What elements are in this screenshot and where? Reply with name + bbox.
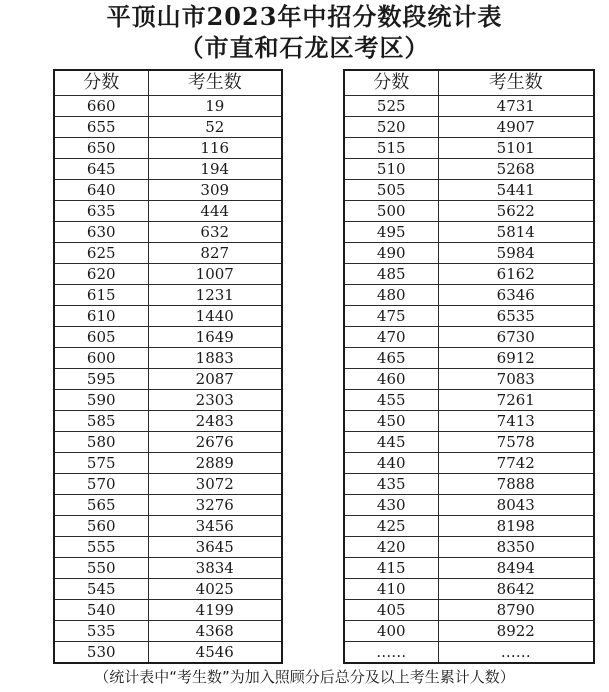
count-cell: 4731 <box>438 96 594 117</box>
score-cell: 555 <box>54 537 148 558</box>
count-cell: 194 <box>148 159 282 180</box>
score-cell: 495 <box>344 222 438 243</box>
score-cell: …… <box>344 642 438 664</box>
table-row <box>54 474 282 495</box>
count-cell: 52 <box>148 117 282 138</box>
table-row <box>54 306 282 327</box>
count-cell: 6730 <box>438 327 594 348</box>
table-row <box>344 117 594 138</box>
score-cell: 445 <box>344 432 438 453</box>
score-cell: 575 <box>54 453 148 474</box>
score-cell: 535 <box>54 621 148 642</box>
score-cell: 485 <box>344 264 438 285</box>
table-row <box>344 579 594 600</box>
count-cell: 2889 <box>148 453 282 474</box>
table-row <box>54 243 282 264</box>
score-cell: 640 <box>54 180 148 201</box>
score-cell: 580 <box>54 432 148 453</box>
score-cell: 605 <box>54 327 148 348</box>
table-row <box>54 264 282 285</box>
column-header-count: 考生数 <box>148 70 282 96</box>
score-cell: 530 <box>54 642 148 664</box>
table-row <box>344 516 594 537</box>
count-cell: 5622 <box>438 201 594 222</box>
table-row <box>344 201 594 222</box>
count-cell: 6535 <box>438 306 594 327</box>
score-cell: 620 <box>54 264 148 285</box>
count-cell: 3276 <box>148 495 282 516</box>
table-row <box>344 243 594 264</box>
table-row <box>54 96 282 117</box>
table-row <box>54 285 282 306</box>
count-cell: 5268 <box>438 159 594 180</box>
table-row <box>344 390 594 411</box>
count-cell: 1883 <box>148 348 282 369</box>
score-cell: 425 <box>344 516 438 537</box>
score-cell: 660 <box>54 96 148 117</box>
page-subtitle: （市直和石龙区考区） <box>179 33 430 62</box>
count-cell: 8922 <box>438 621 594 642</box>
score-cell: 560 <box>54 516 148 537</box>
score-cell: 480 <box>344 285 438 306</box>
score-cell: 470 <box>344 327 438 348</box>
count-cell: 1440 <box>148 306 282 327</box>
column-header-score: 分数 <box>344 70 438 96</box>
score-cell: 590 <box>54 390 148 411</box>
table-row <box>54 180 282 201</box>
column-header-score: 分数 <box>54 70 148 96</box>
count-cell: 7413 <box>438 411 594 432</box>
count-cell: 4199 <box>148 600 282 621</box>
count-cell: 2483 <box>148 411 282 432</box>
count-cell: 6162 <box>438 264 594 285</box>
table-row <box>54 369 282 390</box>
table-row <box>344 348 594 369</box>
count-cell: 4025 <box>148 579 282 600</box>
table-row <box>54 495 282 516</box>
table-row <box>344 600 594 621</box>
table-header-row <box>54 70 282 96</box>
count-cell: 5814 <box>438 222 594 243</box>
table-row <box>54 348 282 369</box>
score-cell: 500 <box>344 201 438 222</box>
table-row <box>54 432 282 453</box>
count-cell: 1649 <box>148 327 282 348</box>
count-cell: 5441 <box>438 180 594 201</box>
score-cell: 625 <box>54 243 148 264</box>
score-cell: 635 <box>54 201 148 222</box>
count-cell: 5984 <box>438 243 594 264</box>
score-cell: 490 <box>344 243 438 264</box>
score-cell: 585 <box>54 411 148 432</box>
count-cell: 2303 <box>148 390 282 411</box>
count-cell: 2087 <box>148 369 282 390</box>
table-header-row <box>344 70 594 96</box>
count-cell: 8494 <box>438 558 594 579</box>
table-row <box>54 201 282 222</box>
count-cell: 4907 <box>438 117 594 138</box>
count-cell: 19 <box>148 96 282 117</box>
score-cell: 655 <box>54 117 148 138</box>
table-row <box>344 642 594 664</box>
score-cell: 545 <box>54 579 148 600</box>
footnote: （统计表中“考生数”为加入照顾分后总分及以上考生累计人数） <box>94 668 515 686</box>
score-cell: 595 <box>54 369 148 390</box>
score-cell: 570 <box>54 474 148 495</box>
count-cell: 6346 <box>438 285 594 306</box>
score-cell: 430 <box>344 495 438 516</box>
count-cell: …… <box>438 642 594 664</box>
count-cell: 7888 <box>438 474 594 495</box>
count-cell: 632 <box>148 222 282 243</box>
count-cell: 444 <box>148 201 282 222</box>
score-cell: 455 <box>344 390 438 411</box>
table-row <box>54 138 282 159</box>
count-cell: 3645 <box>148 537 282 558</box>
score-cell: 540 <box>54 600 148 621</box>
score-table-left <box>53 69 283 664</box>
count-cell: 7742 <box>438 453 594 474</box>
score-cell: 405 <box>344 600 438 621</box>
score-cell: 475 <box>344 306 438 327</box>
table-row <box>344 222 594 243</box>
table-row <box>54 327 282 348</box>
score-cell: 525 <box>344 96 438 117</box>
table-row <box>54 117 282 138</box>
table-row <box>344 474 594 495</box>
table-row <box>344 369 594 390</box>
score-cell: 510 <box>344 159 438 180</box>
score-cell: 600 <box>54 348 148 369</box>
score-cell: 565 <box>54 495 148 516</box>
table-row <box>54 222 282 243</box>
score-cell: 515 <box>344 138 438 159</box>
score-cell: 505 <box>344 180 438 201</box>
table-row <box>344 495 594 516</box>
table-row <box>54 516 282 537</box>
table-row <box>344 264 594 285</box>
page-title: 平顶山市2023年中招分数段统计表 <box>106 2 503 31</box>
table-row <box>54 453 282 474</box>
score-cell: 550 <box>54 558 148 579</box>
table-row <box>54 159 282 180</box>
score-cell: 630 <box>54 222 148 243</box>
count-cell: 4546 <box>148 642 282 664</box>
count-cell: 8790 <box>438 600 594 621</box>
score-cell: 615 <box>54 285 148 306</box>
count-cell: 7578 <box>438 432 594 453</box>
table-row <box>344 453 594 474</box>
count-cell: 309 <box>148 180 282 201</box>
score-cell: 465 <box>344 348 438 369</box>
count-cell: 116 <box>148 138 282 159</box>
count-cell: 3072 <box>148 474 282 495</box>
table-row <box>344 96 594 117</box>
count-cell: 7261 <box>438 390 594 411</box>
score-cell: 420 <box>344 537 438 558</box>
count-cell: 8642 <box>438 579 594 600</box>
count-cell: 8350 <box>438 537 594 558</box>
count-cell: 827 <box>148 243 282 264</box>
score-cell: 610 <box>54 306 148 327</box>
score-cell: 440 <box>344 453 438 474</box>
table-row <box>344 411 594 432</box>
score-cell: 400 <box>344 621 438 642</box>
table-row <box>54 411 282 432</box>
table-row <box>344 138 594 159</box>
count-cell: 4368 <box>148 621 282 642</box>
table-row <box>344 327 594 348</box>
table-row <box>344 159 594 180</box>
count-cell: 8043 <box>438 495 594 516</box>
score-cell: 460 <box>344 369 438 390</box>
score-cell: 520 <box>344 117 438 138</box>
table-row <box>344 285 594 306</box>
table-row <box>344 558 594 579</box>
table-row <box>344 537 594 558</box>
table-row <box>344 621 594 642</box>
table-row <box>344 432 594 453</box>
score-cell: 650 <box>54 138 148 159</box>
count-cell: 2676 <box>148 432 282 453</box>
score-table-right <box>343 69 595 664</box>
table-row <box>54 558 282 579</box>
count-cell: 5101 <box>438 138 594 159</box>
table-row <box>54 621 282 642</box>
table-row <box>54 642 282 664</box>
table-row <box>344 180 594 201</box>
count-cell: 8198 <box>438 516 594 537</box>
score-cell: 410 <box>344 579 438 600</box>
column-header-count: 考生数 <box>438 70 594 96</box>
count-cell: 1007 <box>148 264 282 285</box>
score-cell: 435 <box>344 474 438 495</box>
score-cell: 450 <box>344 411 438 432</box>
count-cell: 7083 <box>438 369 594 390</box>
score-cell: 415 <box>344 558 438 579</box>
table-row <box>344 306 594 327</box>
table-row <box>54 390 282 411</box>
count-cell: 1231 <box>148 285 282 306</box>
score-cell: 645 <box>54 159 148 180</box>
table-row <box>54 579 282 600</box>
count-cell: 3834 <box>148 558 282 579</box>
table-row <box>54 600 282 621</box>
count-cell: 6912 <box>438 348 594 369</box>
count-cell: 3456 <box>148 516 282 537</box>
table-row <box>54 537 282 558</box>
